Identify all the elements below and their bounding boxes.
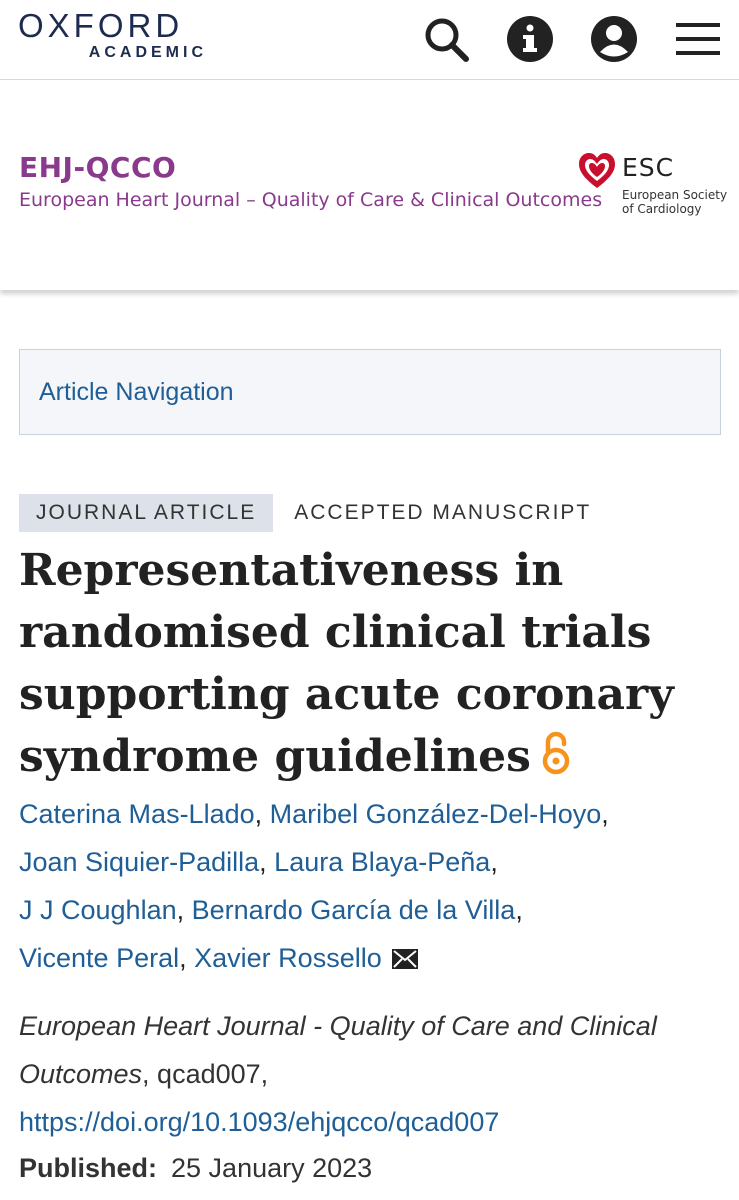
author-link[interactable]: Caterina Mas-Llado: [19, 799, 255, 829]
author-list: [19, 790, 719, 982]
author-link[interactable]: J J Coughlan: [19, 895, 177, 925]
citation-journal: European Heart Journal - Quality of Care and Clinical Outcomes: [19, 1011, 657, 1089]
esc-full-name: [622, 188, 727, 216]
author-link[interactable]: Bernardo García de la Villa: [191, 895, 516, 925]
published-date-row: [19, 1146, 372, 1190]
journal-full-name[interactable]: European Heart Journal – Quality of Care & Clinical Outcomes: [19, 189, 603, 211]
oxford-academic-logo[interactable]: [18, 8, 213, 62]
author-link[interactable]: Maribel González-Del-Hoyo: [269, 799, 602, 829]
article-title-text: Representativeness in randomised clinical trials supporting acute coronary syndrome guidelines: [19, 545, 674, 782]
top-bar: [0, 0, 739, 80]
esc-logo[interactable]: [577, 151, 737, 221]
open-access-icon: [541, 731, 571, 775]
article-navigation-toggle[interactable]: [19, 349, 721, 435]
author-separator: ,: [176, 895, 185, 925]
article-status-label: ACCEPTED MANUSCRIPT: [294, 501, 592, 524]
author-separator: ,: [259, 847, 267, 877]
esc-line-1: European Society: [622, 188, 728, 202]
esc-abbreviation: ESC: [622, 153, 675, 182]
article-type-badge: JOURNAL ARTICLE: [19, 494, 273, 532]
heart-icon: [577, 151, 617, 191]
esc-line-2: of Cardiology: [622, 202, 702, 216]
published-label: Published:: [19, 1153, 158, 1183]
citation-id: , qcad007,: [142, 1059, 269, 1089]
author-separator: ,: [254, 799, 263, 829]
author-link[interactable]: Xavier Rossello: [194, 943, 382, 973]
info-icon[interactable]: [505, 14, 555, 64]
author-link[interactable]: Vicente Peral: [19, 943, 180, 973]
published-date: 25 January 2023: [171, 1153, 373, 1183]
article-navigation-label: Article Navigation: [39, 377, 234, 406]
journal-abbreviation[interactable]: EHJ-QCCO: [19, 151, 177, 184]
menu-icon[interactable]: [673, 14, 723, 64]
citation: [19, 1002, 724, 1146]
author-separator: ,: [515, 895, 523, 925]
author-link[interactable]: Laura Blaya-Peña: [274, 847, 491, 877]
search-icon[interactable]: [421, 14, 471, 64]
author-separator: ,: [601, 799, 609, 829]
journal-header: [0, 81, 739, 290]
mail-icon[interactable]: [392, 949, 418, 969]
author-link[interactable]: Joan Siquier-Padilla: [19, 847, 260, 877]
logo-line-academic: ACADEMIC: [88, 44, 207, 61]
account-icon[interactable]: [589, 14, 639, 64]
logo-line-oxford: OXFORD: [18, 7, 184, 44]
author-separator: ,: [179, 943, 187, 973]
article-title: [19, 540, 719, 788]
author-separator: ,: [490, 847, 498, 877]
doi-link[interactable]: https://doi.org/10.1093/ehjqcco/qcad007: [19, 1107, 500, 1137]
article-labels: [19, 494, 591, 532]
